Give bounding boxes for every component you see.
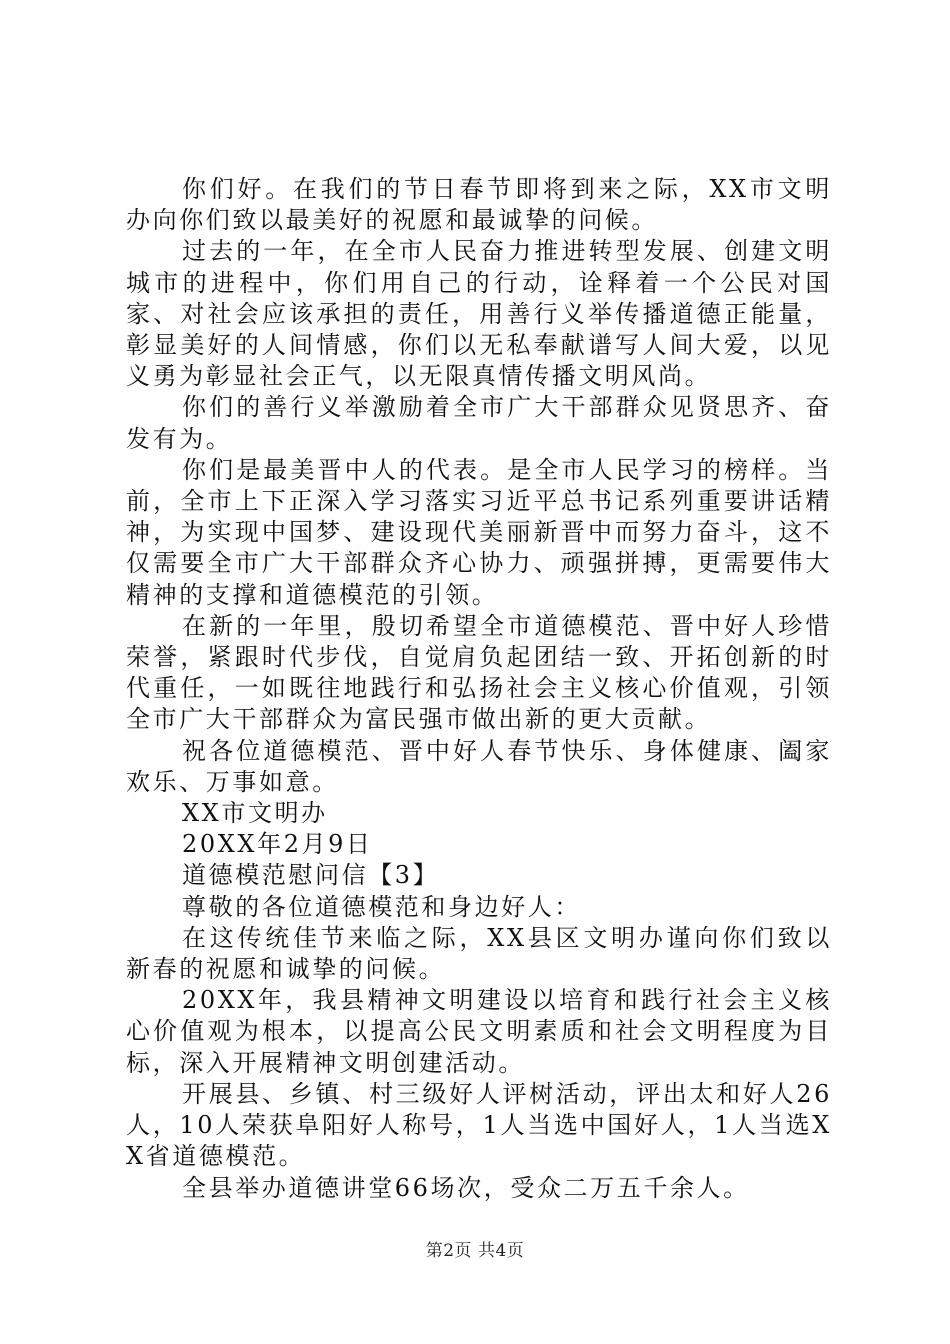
page-number-footer: 第2页 共4页	[425, 1241, 525, 1261]
paragraph-inspiration: 你们的善行义举激励着全市广大干部群众见贤思齐、奋发有为。	[126, 393, 832, 453]
signature-organization: XX市文明办	[182, 799, 328, 828]
paragraph-festival-greeting: 在这传统佳节来临之际，XX县区文明办谨向你们致以新春的祝愿和诚挚的问候。	[126, 923, 832, 984]
salutation: 尊敬的各位道德模范和身边好人：	[182, 892, 581, 921]
paragraph-new-year-hopes: 在新的一年里，殷切希望全市道德模范、晋中好人珍惜荣誉，紧跟时代步伐，自觉肩负起团结一致、开拓创新的时代重任，一如既往地践行和弘扬社会主义核心价值观，引领全市广大干部群众为富民强市做出新的更大贡献。	[126, 611, 832, 734]
paragraph-good-people: 开展县、乡镇、村三级好人评树活动，评出太和好人26人，10人荣获阜阳好人称号，1人当选中国好人，1人当选XX省道德模范。	[126, 1079, 832, 1171]
paragraph-wishes: 祝各位道德模范、晋中好人春节快乐、身体健康、阖家欢乐、万事如意。	[126, 736, 832, 796]
paragraph-moral-lectures: 全县举办道德讲堂66场次，受众二万五千余人。	[182, 1173, 750, 1202]
document-body	[126, 174, 832, 1204]
paragraph-greeting: 你们好。在我们的节日春节即将到来之际，XX市文明办向你们致以最美好的祝愿和最诚挚的问候。	[126, 175, 832, 235]
signature-date: 20XX年2月9日	[182, 830, 373, 859]
paragraph-county-work: 20XX年，我县精神文明建设以培育和践行社会主义核心价值观为根本，以提高公民文明素质和社会文明程度为目标，深入开展精神文明创建活动。	[126, 986, 832, 1077]
paragraph-role-models: 你们是最美晋中人的代表。是全市人民学习的榜样。当前，全市上下正深入学习落实习近平总书记系列重要讲话精神，为实现中国梦、建设现代美丽新晋中而努力奋斗，这不仅需要全市广大干部群众齐心协力、顽强拼搏，更需要伟大精神的支撑和道德模范的引领。	[126, 455, 832, 609]
section-title: 道德模范慰问信【3】	[182, 861, 440, 890]
paragraph-past-year: 过去的一年，在全市人民奋力推进转型发展、创建文明城市的进程中，你们用自己的行动，诠释着一个公民对国家、对社会应该承担的责任，用善行义举传播道德正能量，彰显美好的人间情感，你们以无私奉献谱写人间大爱，以见义勇为彰显社会正气，以无限真情传播文明风尚。	[126, 237, 832, 391]
